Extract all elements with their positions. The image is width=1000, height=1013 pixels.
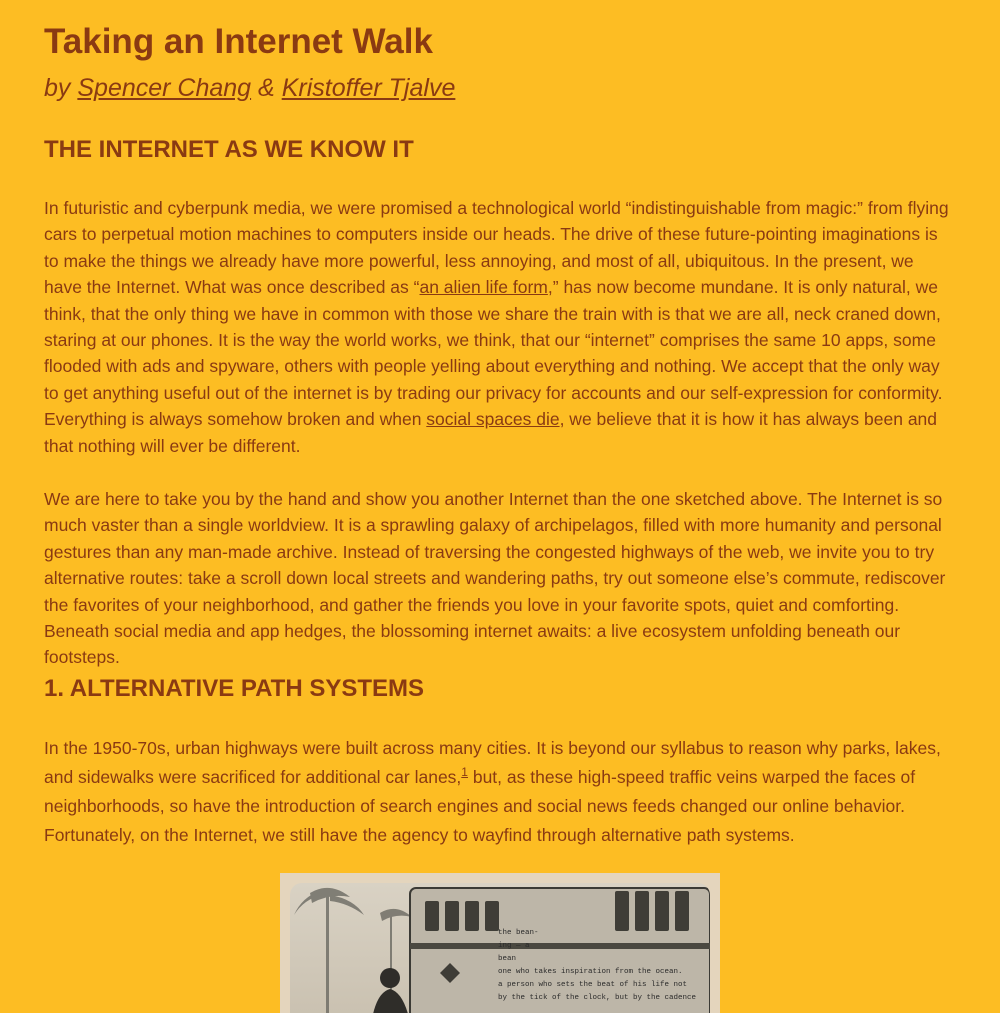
paragraph-intro: In futuristic and cyberpunk media, we were promised a technological world “indistinguishable from magic:” from flying cars to perpetual motion machines to computers inside our heads. The drive of these future-pointing imaginations is to make the things we already have more powerful, less annoying, and most of all, ubiquitous. In the present, we have the Internet. What was once described as “an alien life form,” has now become mundane. It is only natural, we think, that the only thing we have in common with those we share the train with is that we are all, neck craned down, staring at our phones. It is the way the world works, we think, that our “internet” comprises the same 10 apps, some flooded with ads and spyware, others with people yelling about everything and nothing. We accept that the only way to get anything useful out of the internet is by trading our privacy for accounts and our self-expression for conformity. Everything is always somehow broken and when social spaces die, we believe that it is how it has always been and that nothing will ever be different. [44, 198, 949, 456]
page-title: Taking an Internet Walk [44, 22, 433, 61]
section-heading-internet-as-we-know-it: THE INTERNET AS WE KNOW IT [44, 136, 414, 163]
link-social-spaces-die[interactable]: social spaces die [426, 409, 560, 430]
byline-prefix: by [44, 74, 71, 102]
byline [44, 72, 455, 104]
figure-image [280, 873, 720, 1013]
link-alien-life-form[interactable]: an alien life form [419, 277, 548, 298]
photo-streetcar [290, 883, 710, 1013]
section-heading-alternative-path-systems: 1. ALTERNATIVE PATH SYSTEMS [44, 675, 425, 702]
byline-ampersand: & [258, 74, 275, 102]
author-link-kristoffer-tjalve[interactable]: Kristoffer Tjalve [281, 74, 456, 102]
paragraph-another-internet: We are here to take you by the hand and show you another Internet than the one sketched above. The Internet is so much vaster than a single worldview. It is a sprawling galaxy of archipelagos, filled with more humanity and personal gestures than any man-made archive. Instead of traversing the congested highways of the web, we invite you to try alternative routes: take a scroll down local streets and wandering paths, try out someone else’s commute, rediscover the favorites of your neighborhood, and gather the friends you love in your favorite spots, quiet and comforting. Beneath social media and app hedges, the blossoming internet awaits: a live ecosystem unfolding beneath our footsteps. [44, 489, 946, 668]
paragraph-alternative-paths: In the 1950-70s, urban highways were built across many cities. It is beyond our syllabus to reason why parks, lakes, and sidewalks were sacrificed for additional car lanes,$^1$ but, as these high-speed traffic veins warped the faces of neighborhoods, so have the introduction of search engines and social news feeds changed our online behavior. Fortunately, on the Internet, we still have the agency to wayfind through alternative path systems. [44, 738, 941, 845]
typewritten-text: the bean- ing — a bean one who takes inspiration from the ocean. a person who sets the beat of his life not by the tick of the clock, but by the cadence [498, 929, 697, 1002]
footnote-ref [461, 765, 468, 779]
footnote-link-1[interactable]: 1 [461, 765, 468, 780]
author-link-spencer-chang[interactable]: Spencer Chang [77, 74, 252, 102]
